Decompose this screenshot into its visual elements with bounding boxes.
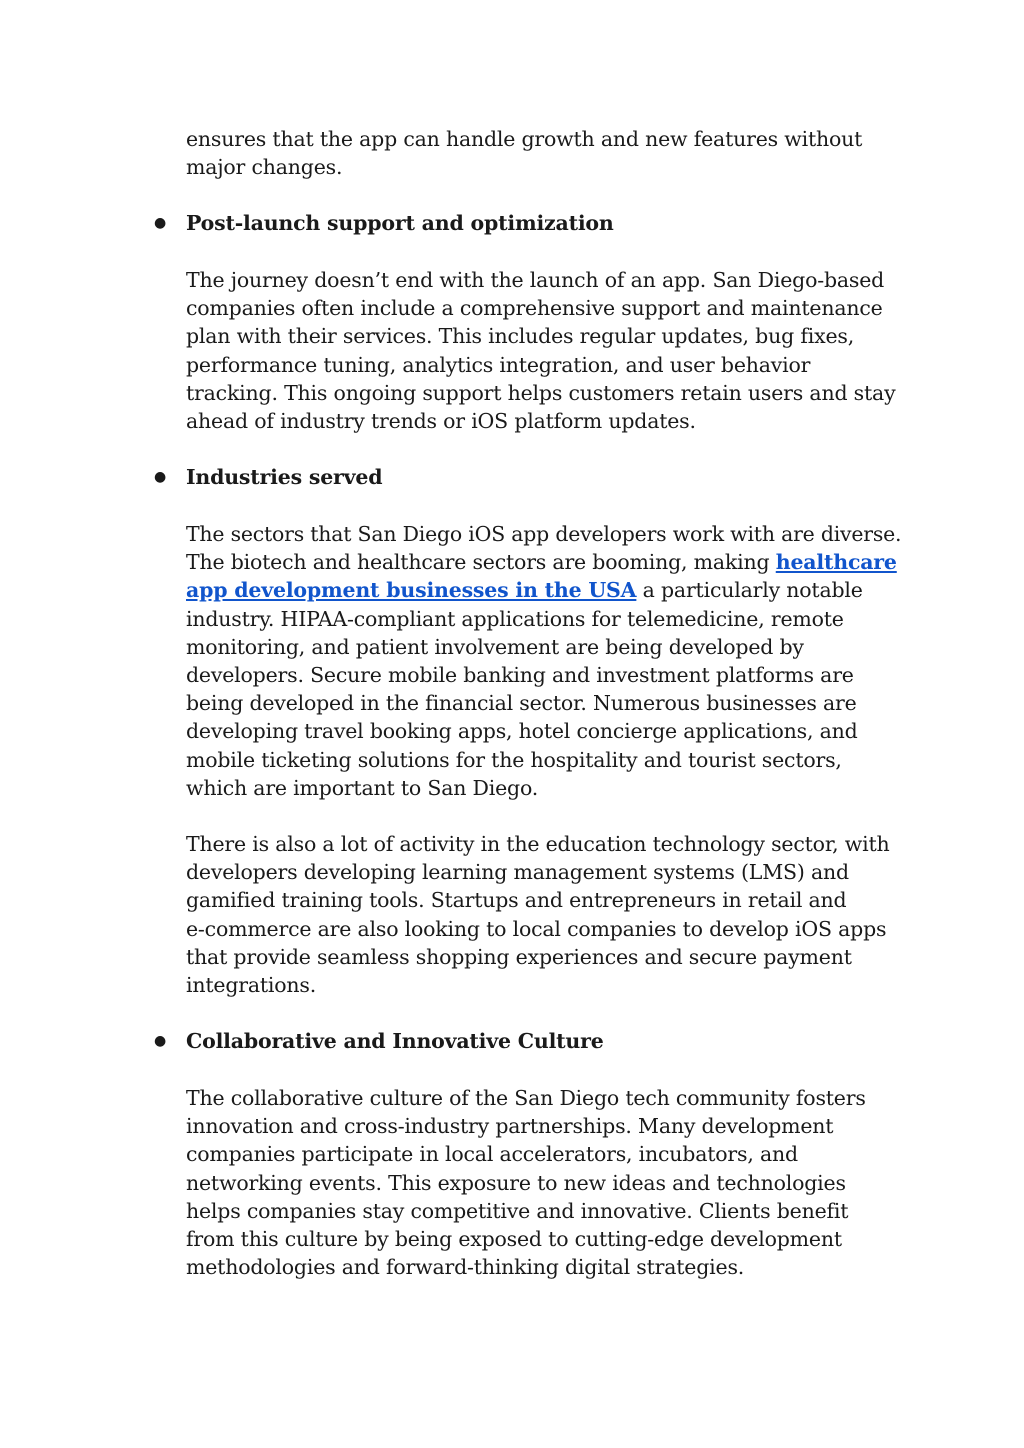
paragraph-text: The biotech and healthcare sectors are booming, making xyxy=(186,550,776,575)
paragraph-line: The journey doesn’t end with the launch of an app. San Diego-based xyxy=(186,268,885,292)
section-heading-post-launch: Post-launch support and optimization xyxy=(186,211,614,235)
bullet-icon: ● xyxy=(154,1033,167,1049)
paragraph-line: plan with their services. This includes regular updates, bug fixes, xyxy=(186,324,855,349)
paragraph-line: monitoring, and patient involvement are being developed by xyxy=(186,634,804,659)
paragraph-line: performance tuning, analytics integration, and user behavior xyxy=(186,352,811,377)
paragraph-line: major changes. xyxy=(186,155,343,180)
paragraph-line: industry. HIPAA-compliant applications for telemedicine, remote xyxy=(186,606,844,631)
paragraph-line xyxy=(186,576,902,604)
paragraph-line: mobile ticketing solutions for the hospitality and tourist sectors, xyxy=(186,747,842,772)
paragraph-line: tracking. This ongoing support helps customers retain users and stay xyxy=(186,380,896,405)
bullet-icon: ● xyxy=(154,469,167,485)
paragraph-line: which are important to San Diego. xyxy=(186,775,539,800)
paragraph-line: that provide seamless shopping experiences and secure payment xyxy=(186,944,852,969)
paragraph-line: developing travel booking apps, hotel concierge applications, and xyxy=(186,719,858,744)
paragraph-line: gamified training tools. Startups and entrepreneurs in retail and xyxy=(186,888,847,913)
paragraph-line: The sectors that San Diego iOS app developers work with are diverse. xyxy=(186,522,902,546)
paragraph-line: developers developing learning management systems (LMS) and xyxy=(186,860,849,885)
post-launch-paragraph xyxy=(186,266,902,435)
paragraph-line: companies often include a comprehensive support and maintenance xyxy=(186,296,883,321)
paragraph-line: e-commerce are also looking to local companies to develop iOS apps xyxy=(186,916,887,941)
paragraph-line: networking events. This exposure to new ideas and technologies xyxy=(186,1170,846,1195)
paragraph-line xyxy=(186,548,902,576)
paragraph-line: The collaborative culture of the San Diego tech community fosters xyxy=(186,1086,866,1110)
industries-paragraph-2 xyxy=(186,830,902,999)
paragraph-line: ahead of industry trends or iOS platform updates. xyxy=(186,409,696,434)
paragraph-line: innovation and cross-industry partnerships. Many development xyxy=(186,1114,834,1139)
intro-paragraph xyxy=(186,125,902,181)
bullet-icon: ● xyxy=(154,215,167,231)
paragraph-line: helps companies stay competitive and innovative. Clients benefit xyxy=(186,1198,849,1223)
paragraph-line: being developed in the financial sector. Numerous businesses are xyxy=(186,691,857,716)
paragraph-text: a particularly notable xyxy=(636,578,863,603)
section-heading-industries: Industries served xyxy=(186,465,383,489)
paragraph-line: from this culture by being exposed to cutting-edge development xyxy=(186,1227,842,1252)
paragraph-line: methodologies and forward-thinking digital strategies. xyxy=(186,1255,745,1280)
healthcare-app-link[interactable]: app development businesses in the USA xyxy=(186,578,637,603)
section-heading-culture: Collaborative and Innovative Culture xyxy=(186,1029,604,1053)
paragraph-line: developers. Secure mobile banking and investment platforms are xyxy=(186,663,854,688)
paragraph-line: ensures that the app can handle growth and new features without xyxy=(186,127,863,151)
paragraph-line: There is also a lot of activity in the education technology sector, with xyxy=(186,832,890,856)
healthcare-app-link[interactable]: healthcare xyxy=(775,550,897,575)
paragraph-line: integrations. xyxy=(186,973,317,998)
industries-paragraph-1 xyxy=(186,520,902,802)
culture-paragraph xyxy=(186,1084,902,1281)
paragraph-line: companies participate in local accelerators, incubators, and xyxy=(186,1142,798,1167)
